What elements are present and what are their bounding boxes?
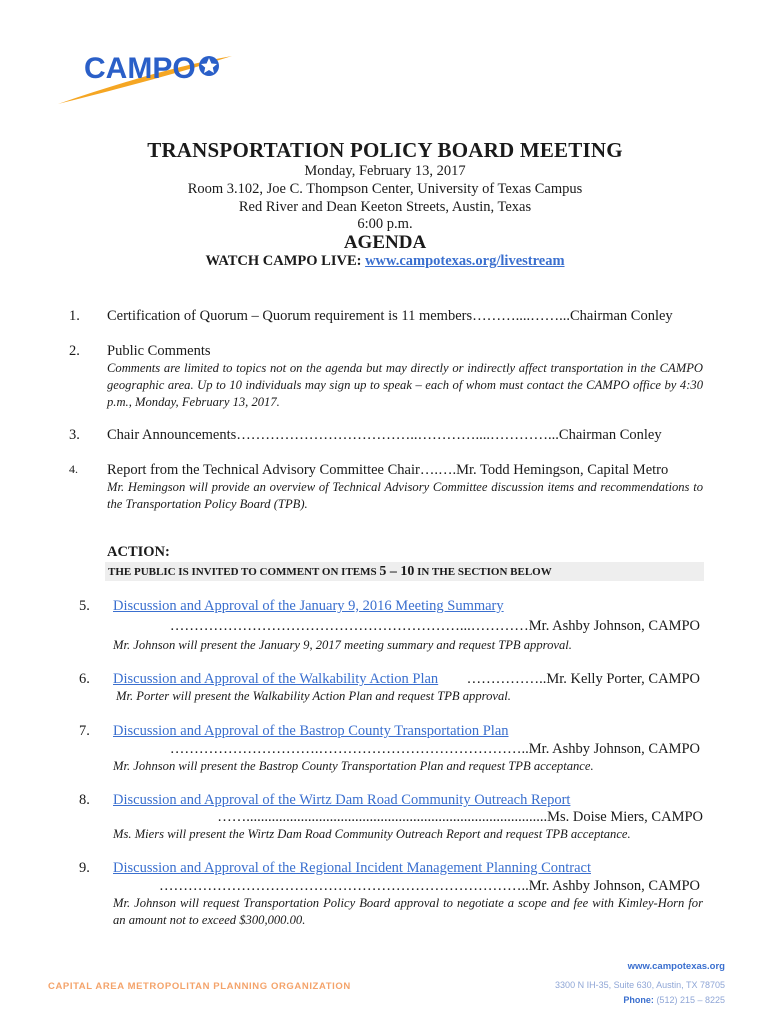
- action-banner-pre: THE PUBLIC IS INVITED TO COMMENT ON ITEMS: [108, 566, 380, 578]
- footer-organization: CAPITAL AREA METROPOLITAN PLANNING ORGANIZATION: [48, 981, 351, 992]
- item-4-text: Report from the Technical Advisory Committee Chair….….Mr. Todd Hemingson, Capital Metro: [107, 462, 669, 478]
- item-7-number: 7.: [79, 723, 90, 739]
- item-1-text: Certification of Quorum – Quorum requirement is 11 members………....……...Chairman Conley: [107, 308, 673, 324]
- item-7-presenter: ………………………….……………………………………..Mr. Ashby Johnson, CAMPO: [169, 741, 700, 757]
- item-9-presenter: …………………………………………………………………..Mr. Ashby Johnson, CAMPO: [159, 878, 700, 894]
- item-4-number: 4.: [69, 462, 78, 476]
- item-1-number: 1.: [69, 308, 80, 324]
- item-7-link[interactable]: Discussion and Approval of the Bastrop County Transportation Plan: [113, 723, 509, 739]
- action-banner-post: IN THE SECTION BELOW: [414, 566, 552, 578]
- meeting-time: 6:00 p.m.: [357, 216, 413, 232]
- watch-live-label: WATCH CAMPO LIVE:: [205, 253, 362, 269]
- item-8-presenter: ……...................................................................................Ms. Doise Miers, CAMPO: [217, 809, 703, 825]
- footer-address: 3300 N IH-35, Suite 630, Austin, TX 78705: [555, 980, 725, 990]
- item-9-note: Mr. Johnson will request Transportation Policy Board approval to negotiate a scope and fee with Kimley-Horn for an amount not to exceed $300,000.00.: [113, 896, 703, 927]
- item-2-text: Public Comments: [107, 343, 211, 359]
- meeting-date: Monday, February 13, 2017: [304, 163, 466, 179]
- campo-logo: [56, 44, 236, 106]
- footer-phone-label: Phone:: [623, 995, 654, 1005]
- meeting-location-street: Red River and Dean Keeton Streets, Austin, Texas: [238, 199, 532, 215]
- item-9-number: 9.: [79, 860, 90, 876]
- agenda-heading: AGENDA: [343, 232, 427, 253]
- item-3-text: Chair Announcements………………………………..…………....…………...Chairman Conley: [107, 427, 662, 443]
- item-5-presenter: ……………………………………………………...…………Mr. Ashby Johnson, CAMPO: [169, 618, 700, 634]
- item-4-note: Mr. Hemingson will provide an overview of Technical Advisory Committee discussion items and recommendations to the Transportation Policy Board (TPB).: [107, 480, 703, 511]
- item-5-link[interactable]: Discussion and Approval of the January 9, 2016 Meeting Summary: [113, 598, 504, 614]
- item-8-link[interactable]: Discussion and Approval of the Wirtz Dam Road Community Outreach Report: [113, 792, 571, 808]
- item-5-number: 5.: [79, 598, 90, 614]
- item-8-note: Ms. Miers will present the Wirtz Dam Road Community Outreach Report and request TPB acceptance.: [113, 827, 631, 841]
- item-5-note: Mr. Johnson will present the January 9, 2017 meeting summary and request TPB approval.: [113, 638, 572, 652]
- item-7-note: Mr. Johnson will present the Bastrop County Transportation Plan and request TPB acceptance.: [113, 759, 594, 773]
- meeting-location-room: Room 3.102, Joe C. Thompson Center, University of Texas Campus: [187, 181, 583, 197]
- footer-website-link[interactable]: www.campotexas.org: [627, 961, 725, 972]
- action-banner: [105, 562, 704, 581]
- item-6-note: Mr. Porter will present the Walkability Action Plan and request TPB approval.: [116, 689, 511, 703]
- item-9-link[interactable]: Discussion and Approval of the Regional Incident Management Planning Contract: [113, 860, 591, 876]
- item-2-note: Comments are limited to topics not on the agenda but may directly or indirectly affect transportation in the CAMPO geographic area. Up to 10 individuals may sign up to speak – each of whom must contact the CAMPO office by 4:30 p.m., Monday, February 13, 2017.: [107, 361, 703, 409]
- item-3-number: 3.: [69, 427, 80, 443]
- livestream-link[interactable]: www.campotexas.org/livestream: [365, 253, 565, 269]
- item-6-presenter: ……………..Mr. Kelly Porter, CAMPO: [466, 671, 700, 687]
- watch-live: [0, 253, 770, 270]
- item-2-number: 2.: [69, 343, 80, 359]
- footer-phone-number: (512) 215 – 8225: [656, 995, 725, 1005]
- footer-phone: [623, 995, 725, 1005]
- item-6-link[interactable]: Discussion and Approval of the Walkability Action Plan: [113, 671, 439, 687]
- action-banner-items: 5 – 10: [379, 564, 415, 579]
- logo-text: CAMPO: [84, 52, 196, 85]
- action-heading: ACTION:: [107, 544, 170, 560]
- item-6-number: 6.: [79, 671, 90, 687]
- item-8-number: 8.: [79, 792, 90, 808]
- meeting-title: TRANSPORTATION POLICY BOARD MEETING: [147, 138, 623, 162]
